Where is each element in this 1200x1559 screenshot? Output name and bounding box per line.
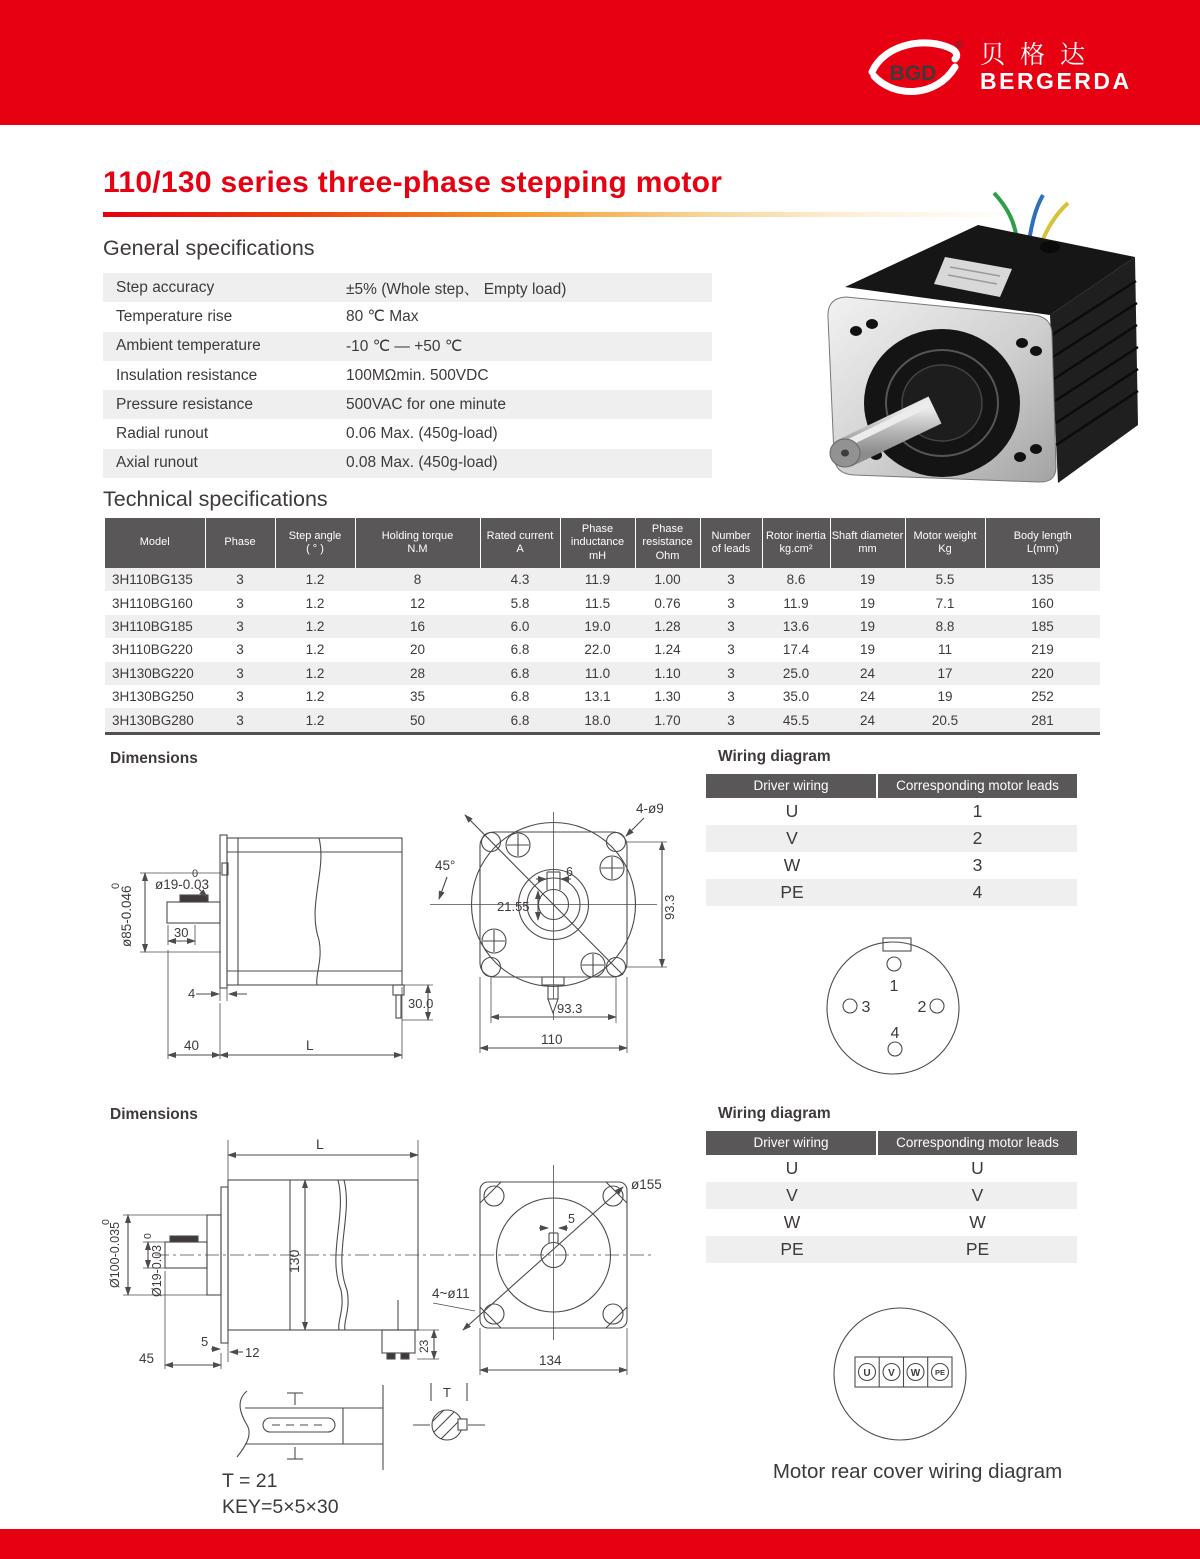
col-phase: Phase xyxy=(205,518,275,568)
side-view-110-labels xyxy=(110,868,433,1053)
wiring-table-2 xyxy=(706,1131,1077,1263)
dimensions-heading-2: Dimensions xyxy=(110,1106,198,1123)
terminal-u-label: U xyxy=(863,1368,871,1379)
col-rated-current: Rated current A xyxy=(480,518,560,568)
dim2-shaft-diameter: Ø19-0.03 xyxy=(150,1244,164,1297)
dimensions-drawing-110 xyxy=(95,765,715,1095)
side-view-110 xyxy=(140,835,433,1059)
col-model: Model xyxy=(105,518,205,568)
key-t-value: T = 21 xyxy=(222,1470,278,1492)
col-motor-weight: Motor weight Kg xyxy=(905,518,985,568)
connector-pin-3-label: 3 xyxy=(861,999,871,1016)
wiring1-row: PE 4 xyxy=(706,879,1077,906)
col-phase-resistance: Phase resistance Ohm xyxy=(635,518,700,568)
dim2-flange-thickness: 12 xyxy=(245,1345,260,1360)
bottom-brand-band xyxy=(0,1529,1200,1559)
dim-front-length: 40 xyxy=(184,1038,200,1053)
tech-row: 3H110BG160 3 1.2 12 5.8 11.5 0.76 3 11.9 19 7.1 160 xyxy=(112,595,1054,611)
page-title: 110/130 series three-phase stepping motor xyxy=(103,166,723,199)
motor-product-photo xyxy=(750,185,1160,505)
general-specs-heading: General specifications xyxy=(103,236,315,260)
tech-row: 3H110BG135 3 1.2 8 4.3 11.9 1.00 3 8.6 19 5.5 135 xyxy=(105,568,1100,591)
terminal-pe-label: PE xyxy=(934,1368,946,1377)
wiring2-row: W W xyxy=(783,1212,986,1232)
dimensions-heading-1: Dimensions xyxy=(110,750,198,767)
tech-row: 3H110BG185 3 1.2 16 6.0 19.0 1.28 3 13.6 19 8.8 185 xyxy=(105,615,1100,638)
side-view-130-labels xyxy=(100,1136,431,1366)
dim2-body-length: L xyxy=(316,1136,324,1152)
wiring-heading-2: Wiring diagram xyxy=(718,1105,831,1122)
general-spec-row: Radial runout 0.06 Max. (450g-load) xyxy=(116,425,498,443)
terminal-w-label: W xyxy=(910,1368,921,1379)
dim2-shaft-sup: 0 xyxy=(142,1233,154,1239)
technical-specs-heading: Technical specifications xyxy=(103,487,328,511)
rear-cover-caption: Motor rear cover wiring diagram xyxy=(772,1460,1063,1483)
front-view-110-labels xyxy=(435,801,677,1047)
wiring1-row: V 2 xyxy=(706,825,1077,852)
general-spec-row: Insulation resistance 100MΩmin. 500VDC xyxy=(116,366,489,384)
tech-row: 3H130BG250 3 1.2 35 6.8 13.1 1.30 3 35.0 24 19 252 xyxy=(112,689,1054,705)
wiring1-header-row: Driver wiring Corresponding motor leads xyxy=(706,774,1077,798)
dim-pilot-tolerance-sup: 0 xyxy=(110,882,122,889)
col-shaft-diameter: Shaft diameter mm xyxy=(830,518,905,568)
dim-pilot-diameter: ø85-0.046 xyxy=(119,885,134,947)
terminal-v-label: V xyxy=(888,1368,895,1379)
dim-shaft-tolerance-sup: 0 xyxy=(192,868,199,880)
dim-key-depth: 21.55 xyxy=(497,899,530,914)
dim-body-length: L xyxy=(306,1038,314,1053)
dim2-mount-holes: 4~ø11 xyxy=(432,1286,470,1301)
logo-english-name: BERGERDA xyxy=(980,67,1132,94)
general-spec-row: Step accuracy ±5% (Whole step、 Empty load) xyxy=(103,273,712,302)
wiring2-header-row: Driver wiring Corresponding motor leads xyxy=(706,1131,1077,1155)
dim2-body-height: 130 xyxy=(286,1249,302,1273)
dim-flange-width: 110 xyxy=(541,1032,563,1047)
dim2-key-width: 5 xyxy=(568,1212,575,1226)
wiring2-row: U U xyxy=(785,1158,984,1178)
tech-row: 3H130BG220 3 1.2 28 6.8 11.0 1.10 3 25.0 24 17 220 xyxy=(105,662,1100,685)
general-spec-row: Temperature rise 80 ℃ Max xyxy=(116,307,419,326)
rear-cover-diagram xyxy=(820,1295,1000,1455)
dim2-pilot-length: 5 xyxy=(201,1334,209,1349)
wiring2-row: V V xyxy=(706,1182,1077,1209)
col-body-length: Body length L(mm) xyxy=(985,518,1100,568)
col-step-angle: Step angle ( ° ) xyxy=(275,518,355,568)
key-spec: KEY=5×5×30 xyxy=(222,1496,339,1518)
general-spec-row: Ambient temperature -10 ℃ — +50 ℃ xyxy=(103,332,712,361)
bgd-eye-logo-icon xyxy=(866,36,966,100)
dim-key-width: 6 xyxy=(566,865,573,879)
connector-pin-4-label: 4 xyxy=(890,1025,900,1042)
col-holding-torque: Holding torque N.M xyxy=(355,518,480,568)
col-number-of-leads: Number of leads xyxy=(700,518,762,568)
dim2-pilot-diameter: Ø100-0.035 xyxy=(108,1221,122,1288)
key-section-label: T xyxy=(443,1385,451,1400)
general-spec-row: Pressure resistance 500VAC for one minute xyxy=(103,390,712,419)
dim-hole-pitch-h: 93.3 xyxy=(557,1001,583,1016)
logo-registered-mark: ® xyxy=(955,39,963,51)
front-view-110 xyxy=(430,812,667,1053)
general-spec-row: Axial runout 0.08 Max. (450g-load) xyxy=(103,449,712,478)
wiring-table-1 xyxy=(706,774,1077,906)
dim2-front-length: 45 xyxy=(139,1351,155,1366)
wiring1-row: W 3 xyxy=(783,855,983,875)
wiring-heading-1: Wiring diagram xyxy=(718,748,831,765)
dimensions-drawing-130 xyxy=(95,1125,715,1520)
front-view-130 xyxy=(433,1165,627,1375)
dim-key-length: 30 xyxy=(174,925,189,940)
brand-logo xyxy=(866,30,1156,105)
tech-header-row xyxy=(105,518,1100,568)
col-phase-inductance: Phase inductance mH xyxy=(560,518,635,568)
dim2-corner-circle: ø155 xyxy=(631,1177,662,1192)
dim-mount-holes: 4-ø9 xyxy=(636,801,664,816)
tech-row: 3H110BG220 3 1.2 20 6.8 22.0 1.24 3 17.4 19 11 219 xyxy=(112,642,1054,658)
connector-pin-2-label: 2 xyxy=(917,999,927,1016)
technical-specs-table xyxy=(105,518,1100,735)
wiring1-row: U 1 xyxy=(785,801,983,821)
dim-flange-thickness: 4 xyxy=(188,986,196,1001)
top-brand-band xyxy=(0,0,1200,125)
key-detail-labels xyxy=(222,1385,451,1518)
dim2-connector-height: 23 xyxy=(417,1339,431,1353)
logo-abbr-text: BGD xyxy=(889,61,937,85)
tech-row: 3H130BG280 3 1.2 50 6.8 18.0 1.70 3 45.5 24 20.5 281 xyxy=(105,708,1100,733)
logo-chinese-name: 贝格达 xyxy=(980,40,1101,69)
dim-rear-shaft: 30.0 xyxy=(408,996,434,1011)
col-rotor-inertia: Rotor inertia kg.cm² xyxy=(762,518,830,568)
connector-pin-1-label: 1 xyxy=(889,978,899,995)
connector-pinout-diagram xyxy=(810,925,990,1085)
wiring2-row: PE PE xyxy=(706,1236,1077,1263)
dim2-pilot-sup: 0 xyxy=(100,1219,112,1225)
dim2-flange-width: 134 xyxy=(539,1353,562,1368)
dim-hole-pitch-v: 93.3 xyxy=(662,894,677,920)
general-specs-table xyxy=(103,273,712,478)
dim-hole-angle: 45° xyxy=(435,858,456,873)
dim-shaft-diameter: ø19-0.03 xyxy=(155,877,210,892)
